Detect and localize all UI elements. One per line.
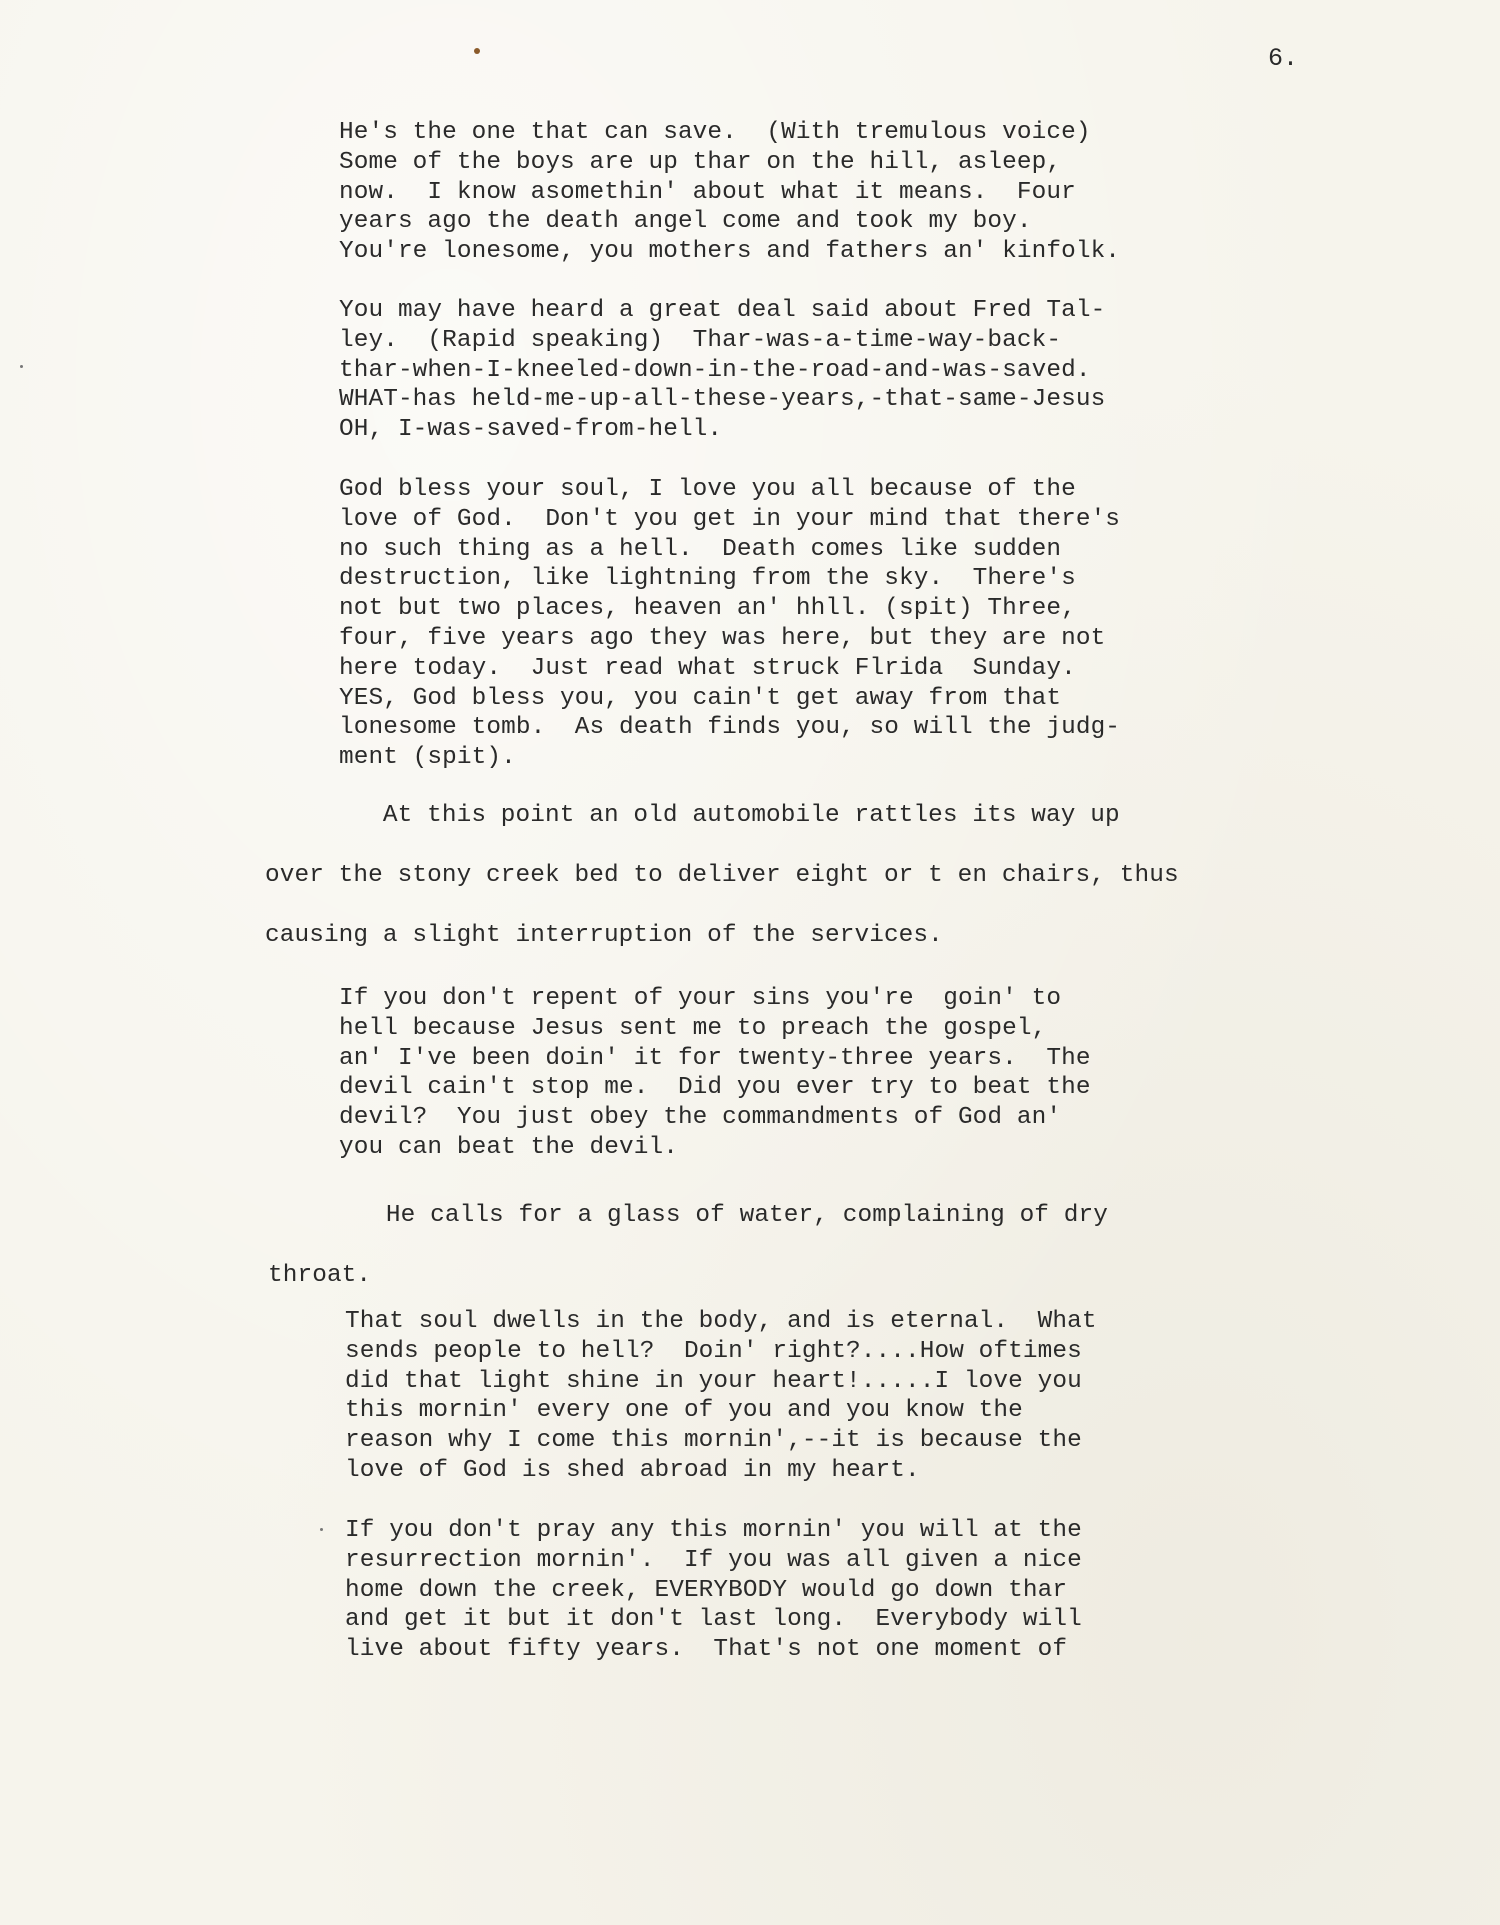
speech-paragraph [345,1516,1082,1665]
text-line: lonesome tomb. As death finds you, so will the judg- [339,714,1121,742]
speech-paragraph [339,984,1091,1163]
text-line: not but two places, heaven an' hhll. (spit) Three, [339,595,1076,623]
text-line: reason why I come this mornin',--it is because the [345,1427,1082,1455]
margin-dot [20,365,23,368]
text-line: an' I've been doin' it for twenty-three years. The [339,1044,1091,1072]
text-line: causing a slight interruption of the services. [265,922,943,949]
text-line: this mornin' every one of you and you know the [345,1397,1023,1425]
text-line: throat. [268,1262,372,1289]
text-line: He calls for a glass of water, complaining of dry [268,1202,1108,1229]
text-line: four, five years ago they was here, but they are not [339,624,1106,652]
text-line: now. I know asomethin' about what it means. Four [339,178,1076,206]
text-line: thar-when-I-kneeled-down-in-the-road-and-was-saved. [339,356,1091,384]
text-line: home down the creek, EVERYBODY would go down thar [345,1576,1068,1604]
text-line: ment (spit). [339,744,516,772]
margin-dot [320,1528,323,1531]
text-line: You may have heard a great deal said about Fred Tal- [339,297,1106,324]
text-line: OH, I-was-saved-from-hell. [339,416,723,444]
speech-paragraph [339,475,1120,773]
text-line: He's the one that can save. (With tremulous voice) [339,119,1091,146]
narration-paragraph [268,1186,1108,1306]
text-line: WHAT-has held-me-up-all-these-years,-that-same-Jesus [339,386,1106,414]
text-line: here today. Just read what struck Flrida Sunday. [339,654,1076,682]
text-line: At this point an old automobile rattles its way up [265,802,1120,829]
text-line: you can beat the devil. [339,1133,678,1161]
text-line: You're lonesome, you mothers and fathers an' kinfolk. [339,238,1121,266]
text-line: If you don't repent of your sins you're goin' to [339,985,1062,1012]
text-line: That soul dwells in the body, and is eternal. What [345,1308,1097,1335]
text-line: years ago the death angel come and took my boy. [339,208,1032,236]
text-line: devil cain't stop me. Did you ever try to beat the [339,1074,1091,1102]
text-line: did that light shine in your heart!.....I love you [345,1367,1082,1395]
text-line: ley. (Rapid speaking) Thar-was-a-time-way-back- [339,326,1062,354]
text-line: over the stony creek bed to deliver eight or t en chairs, thus [265,862,1179,889]
text-line: sends people to hell? Doin' right?....How oftimes [345,1337,1082,1365]
page-number: 6. [1268,44,1299,73]
text-line: resurrection mornin'. If you was all given a nice [345,1546,1082,1574]
ink-spot [474,48,480,54]
speech-paragraph [339,296,1105,445]
text-line: and get it but it don't last long. Everybody will [345,1606,1082,1634]
text-line: If you don't pray any this mornin' you will at the [345,1517,1082,1544]
speech-paragraph [339,118,1120,267]
text-line: hell because Jesus sent me to preach the gospel, [339,1014,1047,1042]
speech-paragraph [345,1307,1097,1486]
text-line: devil? You just obey the commandments of God an' [339,1104,1062,1132]
text-line: love of God. Don't you get in your mind that there's [339,505,1121,533]
text-line: destruction, like lightning from the sky. There's [339,565,1076,593]
text-line: live about fifty years. That's not one moment of [345,1636,1068,1664]
text-line: no such thing as a hell. Death comes like sudden [339,535,1062,563]
text-line: love of God is shed abroad in my heart. [345,1456,920,1484]
text-line: God bless your soul, I love you all because of the [339,476,1076,503]
narration-paragraph [265,786,1179,966]
text-line: YES, God bless you, you cain't get away from that [339,684,1062,712]
text-line: Some of the boys are up thar on the hill, asleep, [339,148,1062,176]
